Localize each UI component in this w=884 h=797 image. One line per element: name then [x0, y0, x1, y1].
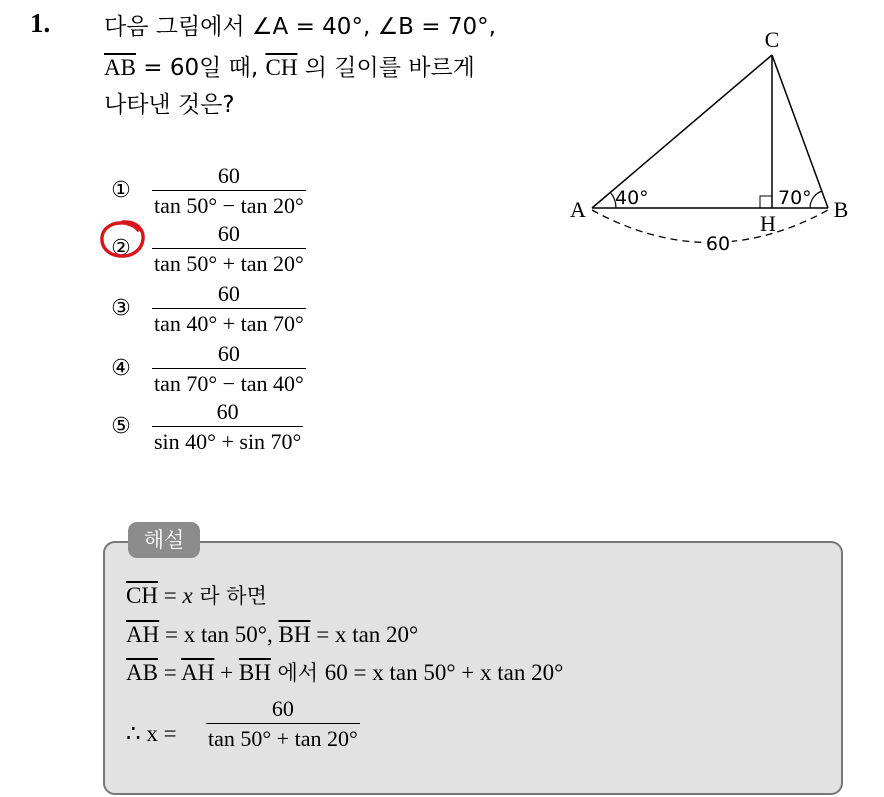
answer-circle-mark [98, 218, 148, 260]
choice-4[interactable] [108, 341, 368, 406]
solution-line-3 [126, 661, 563, 684]
question-line-2 [104, 56, 475, 80]
segment-bh: $\overline{BH}$ [238, 660, 271, 685]
solution-line-3-rest: 60 = x tan 50° + x tan 20° [324, 660, 564, 685]
segment-bh: $\overline{BH}$ [278, 622, 311, 647]
equals: = [157, 583, 183, 608]
angle-b-label: 70° [778, 187, 812, 209]
question-line-2-end: 의 길이를 바르게 [297, 55, 475, 81]
vertex-a-label: A [570, 197, 586, 222]
vertex-b-label: B [833, 197, 849, 222]
denominator: tan 50° + tan 20° [208, 726, 358, 751]
segment-ah: $\overline{AH}$ [181, 660, 215, 685]
solution-line-2 [126, 623, 418, 646]
plus: + [214, 660, 239, 685]
question-line-3: 나타낸 것은? [104, 92, 235, 118]
solution-line-1-text: 라 하면 [192, 584, 267, 608]
denominator: tan 40° + tan 70° [154, 311, 304, 336]
choice-fraction [152, 340, 306, 397]
segment-ch: $\overline{CH}$ [265, 55, 298, 80]
equals: = [157, 660, 182, 685]
solution-line-4-therefore: ∴ x = [126, 721, 177, 746]
angle-b-arc [810, 191, 822, 208]
question-line-1: 다음 그림에서 ∠A = 40°, ∠B = 70°, [104, 14, 496, 40]
numerator: 60 [217, 163, 240, 188]
question-line-2-mid: = 60일 때, [135, 55, 266, 81]
numerator: 60 [216, 399, 239, 424]
segment-ab: $\overline{AB}$ [126, 660, 158, 685]
denominator: tan 70° − tan 40° [154, 371, 304, 396]
numerator: 60 [217, 341, 240, 366]
denominator: tan 50° − tan 20° [154, 193, 304, 218]
choice-5[interactable] [108, 399, 368, 464]
numerator: 60 [217, 221, 240, 246]
right-angle-mark [760, 196, 772, 208]
side-bc [772, 55, 828, 208]
segment-ah: $\overline{AH}$ [126, 622, 160, 647]
triangle-figure [560, 20, 860, 265]
denominator: tan 50° + tan 20° [154, 251, 304, 276]
choice-number: ② [111, 236, 131, 261]
choice-fraction [152, 220, 306, 277]
choice-number: ① [111, 178, 131, 203]
numerator: 60 [271, 696, 294, 721]
angle-a-label: 40° [615, 187, 649, 209]
segment-ab: $\overline{AB}$ [104, 55, 136, 80]
segment-ch: $\overline{CH}$ [126, 583, 158, 608]
choice-number: ③ [111, 296, 131, 321]
choice-number: ④ [111, 356, 131, 381]
denominator: sin 40° + sin 70° [154, 429, 302, 454]
numerator: 60 [217, 281, 240, 306]
foot-h-label: H [760, 211, 776, 236]
choice-fraction [152, 280, 306, 337]
choice-number: ⑤ [111, 414, 131, 439]
choice-3[interactable] [108, 281, 368, 346]
choice-fraction [152, 398, 303, 455]
vertex-c-label: C [764, 27, 780, 52]
question-number: 1. [30, 8, 51, 38]
solution-line-2-a: = x tan 50°, [159, 622, 279, 647]
solution-tag: 해설 [128, 522, 200, 558]
choice-fraction [152, 162, 306, 219]
side-ac [592, 55, 772, 208]
solution-line-3-text: 에서 [270, 661, 325, 685]
solution-line-2-b: = x tan 20° [310, 622, 419, 647]
solution-fraction [206, 695, 360, 752]
solution-line-1 [126, 584, 267, 607]
base-length-label: 60 [705, 233, 731, 255]
variable-x: x [182, 583, 193, 608]
